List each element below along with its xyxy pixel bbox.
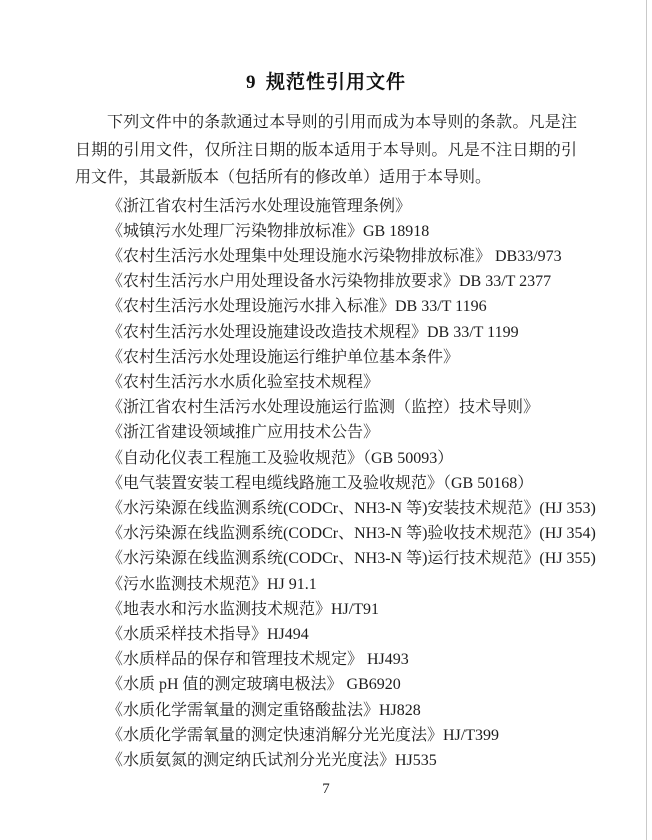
reference-item: 《水质化学需氧量的测定重铬酸盐法》HJ828 [107, 701, 421, 719]
reference-item: 《污水监测技术规范》HJ 91.1 [107, 575, 317, 593]
intro-paragraph: 下列文件中的条款通过本导则的引用而成为本导则的条款。凡是注日期的引用文件，仅所注日期的版本适用于本导则。凡是不注日期的引用文件，其最新版本（包括所有的修改单）适用于本导则。 [75, 114, 577, 186]
reference-item: 《农村生活污水处理设施运行维护单位基本条件》 [107, 348, 460, 366]
reference-item: 《浙江省建设领域推广应用技术公告》 [107, 424, 380, 442]
reference-item: 《水污染源在线监测系统(CODCr、NH3-N 等)运行技术规范》(HJ 355) [107, 550, 596, 568]
reference-item: 《水质样品的保存和管理技术规定》 HJ493 [107, 651, 409, 669]
reference-item: 《农村生活污水处理设施污水排入标准》DB 33/T 1196 [107, 298, 487, 316]
reference-item: 《浙江省农村生活污水处理设施运行监测（监控）技术导则》 [107, 399, 540, 417]
reference-item: 《水质氨氮的测定纳氏试剂分光光度法》HJ535 [107, 751, 437, 769]
reference-item: 《水污染源在线监测系统(CODCr、NH3-N 等)安装技术规范》(HJ 353) [107, 499, 596, 517]
reference-list [75, 194, 596, 774]
page-number: 7 [322, 781, 330, 797]
reference-item: 《水质采样技术指导》HJ494 [107, 625, 309, 643]
reference-item: 《地表水和污水监测技术规范》HJ/T91 [107, 600, 380, 618]
reference-item: 《农村生活污水水质化验室技术规程》 [107, 373, 380, 391]
reference-item: 《农村生活污水处理设施建设改造技术规程》DB 33/T 1199 [107, 323, 519, 341]
reference-item: 《农村生活污水处理集中处理设施水污染物排放标准》 DB33/973 [107, 247, 562, 265]
reference-item: 《城镇污水处理厂污染物排放标准》GB 18918 [107, 222, 430, 240]
reference-item: 《自动化仪表工程施工及验收规范》（GB 50093） [107, 449, 454, 467]
section-title: 规范性引用文件 [265, 72, 406, 93]
reference-item: 《农村生活污水户用处理设备水污染物排放要求》DB 33/T 2377 [107, 273, 552, 291]
reference-item: 《浙江省农村生活污水处理设施管理条例》 [107, 197, 412, 215]
section-number: 9 [246, 72, 256, 93]
reference-item: 《水质 pH 值的测定玻璃电极法》 GB6920 [107, 676, 401, 694]
page-edge-line [646, 0, 647, 840]
reference-item: 《电气装置安装工程电缆线路施工及验收规范》（GB 50168） [107, 474, 534, 492]
reference-item: 《水质化学需氧量的测定快速消解分光光度法》HJ/T399 [107, 726, 500, 744]
section-heading [75, 0, 577, 96]
reference-item: 《水污染源在线监测系统(CODCr、NH3-N 等)验收技术规范》(HJ 354) [107, 525, 596, 543]
